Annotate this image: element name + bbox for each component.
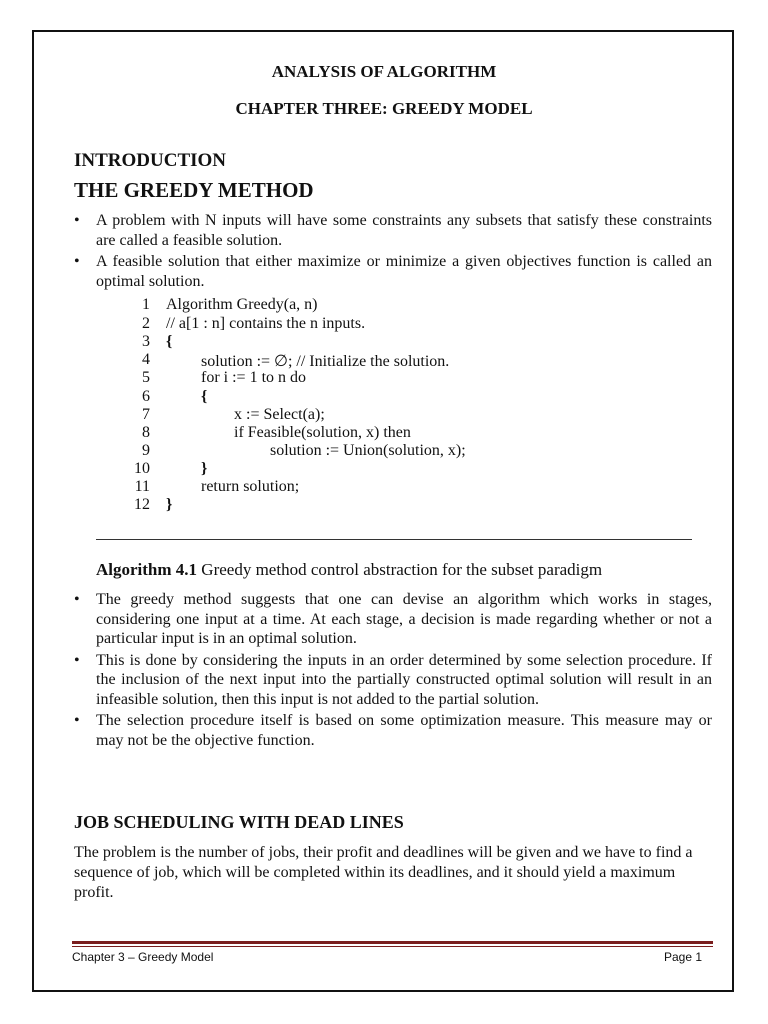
code-text: Algorithm Greedy(a, n) xyxy=(166,296,318,313)
line-number: 5 xyxy=(142,369,150,386)
bullet-icon: • xyxy=(74,591,80,608)
code-text: if Feasible(solution, x) then xyxy=(234,424,411,441)
line-number: 11 xyxy=(134,478,150,495)
caption-text: Greedy method control abstraction for the subset paradigm xyxy=(201,560,603,579)
bullet-icon: • xyxy=(74,651,80,669)
line-number: 7 xyxy=(142,406,150,423)
code-text: x := Select(a); xyxy=(234,406,325,423)
bullet-text: A problem with N inputs will have some constraints any subsets that satisfy these constraints are called a feasible solution. xyxy=(96,212,712,249)
bullet-icon: • xyxy=(74,712,80,729)
caption-label: Algorithm 4.1 xyxy=(96,560,198,579)
list-item xyxy=(74,252,712,291)
line-number: 6 xyxy=(142,388,150,405)
line-number: 1 xyxy=(142,296,150,313)
line-number: 8 xyxy=(142,424,150,441)
line-number: 9 xyxy=(142,442,150,459)
list-item xyxy=(74,651,712,710)
list-item xyxy=(74,590,712,649)
line-number: 4 xyxy=(142,351,150,368)
greedy-method-heading: THE GREEDY METHOD xyxy=(74,178,314,202)
algorithm-divider xyxy=(96,539,692,540)
job-scheduling-paragraph: The problem is the number of jobs, their profit and deadlines will be given and we have to find a sequence of job, which will be completed within its deadlines, and it should yield a maximum profit. xyxy=(74,844,693,901)
code-text: solution := ∅; // Initialize the solution. xyxy=(201,353,450,370)
code-text: } xyxy=(201,460,208,477)
line-number: 2 xyxy=(142,315,150,332)
introduction-heading: INTRODUCTION xyxy=(74,150,227,171)
intro-bullet-list xyxy=(74,211,712,293)
document-title: ANALYSIS OF ALGORITHM xyxy=(271,62,497,81)
bullet-icon: • xyxy=(74,253,80,270)
footer-rule-thin xyxy=(72,946,713,947)
code-text: { xyxy=(166,333,173,350)
footer-page-number: Page 1 xyxy=(664,950,703,964)
algorithm-caption xyxy=(96,560,602,580)
code-text: // a[1 : n] contains the n inputs. xyxy=(166,315,366,332)
chapter-title: CHAPTER THREE: GREEDY MODEL xyxy=(235,99,533,118)
code-text: return solution; xyxy=(201,478,300,495)
bullet-text: The selection procedure itself is based on some optimization measure. This measure may or may not be the objective function. xyxy=(96,712,712,749)
code-text: } xyxy=(166,496,173,513)
bullet-icon: • xyxy=(74,212,80,229)
list-item xyxy=(74,211,712,250)
bullet-text: A feasible solution that either maximize or minimize a given objectives function is called an optimal solution. xyxy=(96,253,712,290)
greedy-bullet-list xyxy=(74,590,712,752)
job-scheduling-heading: JOB SCHEDULING WITH DEAD LINES xyxy=(74,812,404,832)
code-text: solution := Union(solution, x); xyxy=(270,442,466,459)
line-number: 3 xyxy=(142,333,150,350)
footer-chapter: Chapter 3 – Greedy Model xyxy=(72,950,214,964)
line-number: 12 xyxy=(134,496,150,513)
bullet-text: The greedy method suggests that one can devise an algorithm which works in stages, considering one input at a time. At each stage, a decision is made regarding whether or not a particular input is in an optimal solution. xyxy=(96,591,712,647)
code-text: { xyxy=(201,388,208,405)
code-text: for i := 1 to n do xyxy=(201,369,307,386)
bullet-text: This is done by considering the inputs in an order determined by some selection procedure. If the inclusion of the next input into the partially constructed optimal solution will result in an infeasible solution, then this input is not added to the partial solution. xyxy=(96,651,712,708)
footer-rule xyxy=(72,941,713,944)
list-item xyxy=(74,711,712,750)
line-number: 10 xyxy=(134,460,150,477)
